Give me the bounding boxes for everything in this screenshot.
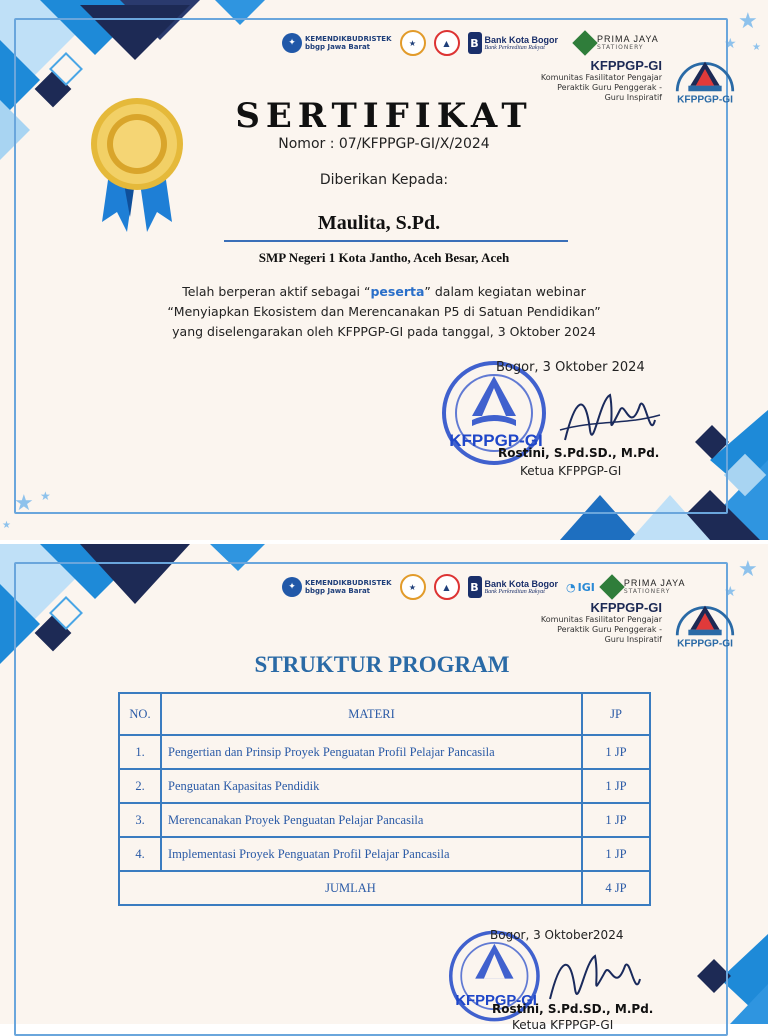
svg-text:★: ★ [738,9,758,34]
tut-wuri-icon-2: ✦ [282,577,302,597]
recipient-school: SMP Negeri 1 Kota Jantho, Aceh Besar, Aceh [258,250,510,265]
sign-date-2: Bogor, 3 Oktober2024 [490,928,624,942]
svg-text:★: ★ [40,489,51,503]
partner-seal-icon-2: ★ [400,574,426,600]
body-line-1 [0,282,768,302]
row-no: 2. [119,769,161,803]
sponsor-logos [282,30,659,56]
prima-mark-icon-2 [599,574,624,599]
total-jp: 4 JP [582,871,650,905]
table-row [119,803,650,837]
partner-seal-icon: ★ [400,30,426,56]
row-materi: Pengertian dan Prinsip Proyek Penguatan Profil Pelajar Pancasila [161,735,582,769]
kfppgp-logo-text: KFPPGP-GI [677,94,733,106]
kemdikbud-logo-2 [282,577,392,597]
bbgp-text-2: bbgp Jawa Barat [305,587,371,595]
bank-kota-bogor-logo-2 [468,576,559,598]
program-title: STRUKTUR PROGRAM [254,652,510,677]
svg-text:★: ★ [724,584,737,600]
stamp-text: KFPPGP-GI [449,431,543,450]
header-no: NO. [119,693,161,735]
body-post: ” dalam kegiatan webinar [424,284,586,299]
sign-date: Bogor, 3 Oktober 2024 [496,360,645,375]
total-label: JUMLAH [119,871,582,905]
bank-kota-bogor-logo [468,32,559,54]
certificate-number: Nomor : 07/KFPPGP-GI/X/2024 [278,136,490,152]
prima-name-2: PRIMA JAYA [623,578,686,588]
svg-text:★: ★ [752,42,761,53]
signer-role: Ketua KFPPGP-GI [520,464,622,478]
body-line-3: yang diselengarakan oleh KFPPGP-GI pada tanggal, 3 Oktober 2024 [172,324,596,339]
header-materi: MATERI [161,693,582,735]
sponsor-logos-2 [282,574,686,600]
svg-text:★: ★ [14,491,34,516]
igi-text: IGI [577,580,595,594]
org-desc-2: Peraktik Guru Penggerak - [557,83,662,92]
kemdikbud-logo [282,33,392,53]
kemdik-text-2: KEMENDIKBUDRISTEK [305,579,392,587]
row-jp: 1 JP [582,837,650,871]
kfppgp-logo-text-2: KFPPGP-GI [677,638,733,650]
svg-text:★: ★ [738,557,758,582]
program-page [0,544,768,1032]
bank-tagline-2: Bank Perkreditan Rakyat [484,589,545,595]
partner-emblem-icon: ▲ [434,30,460,56]
kemdik-text: KEMENDIKBUDRISTEK [305,35,392,43]
prima-sub: STATIONERY [597,44,644,51]
row-no: 4. [119,837,161,871]
row-jp: 1 JP [582,769,650,803]
row-jp: 1 JP [582,803,650,837]
signer-name-2: Rostini, S.Pd.SD., M.Pd. [492,1002,654,1016]
bank-tagline: Bank Perkreditan Rakyat [484,45,545,51]
org-desc-3-2: Guru Inspiratif [604,635,662,644]
signer-role-2: Ketua KFPPGP-GI [512,1018,614,1032]
body-pre: Telah berperan aktif sebagai “ [182,284,371,299]
row-no: 3. [119,803,161,837]
certificate-body [0,282,768,342]
svg-text:★: ★ [724,36,737,52]
tut-wuri-icon: ✦ [282,33,302,53]
program-table [118,692,651,906]
row-jp: 1 JP [582,735,650,769]
org-desc-2-2: Peraktik Guru Penggerak - [557,625,662,634]
igi-logo [566,581,595,594]
bbgp-text: bbgp Jawa Barat [305,43,371,51]
org-desc-3: Guru Inspiratif [604,93,662,102]
certificate-title: SERTIFIKAT [235,96,533,136]
row-materi: Penguatan Kapasitas Pendidik [161,769,582,803]
name-underline [224,240,568,242]
prima-name: PRIMA JAYA [597,34,659,44]
header-jp: JP [582,693,650,735]
signer-name: Rostini, S.Pd.SD., M.Pd. [498,446,660,460]
table-row [119,837,650,871]
table-row [119,735,650,769]
igi-icon: ◔ [566,580,576,594]
prima-sub-2: STATIONERY [623,588,671,595]
prima-jaya-logo [576,34,659,52]
row-materi: Implementasi Proyek Penguatan Profil Pelajar Pancasila [161,837,582,871]
table-row [119,769,650,803]
table-total-row [119,871,650,905]
table-header-row [119,693,650,735]
kfppgp-logo-icon-2 [668,596,742,656]
bank-mark-icon: B [468,32,482,54]
org-desc-1: Komunitas Fasilitator Pengajar [540,73,662,82]
partner-emblem-icon-2: ▲ [434,574,460,600]
recipient-name: Maulita, S.Pd. [317,212,441,234]
org-desc-1-2: Komunitas Fasilitator Pengajar [540,615,662,624]
org-info-2 [520,600,662,645]
row-no: 1. [119,735,161,769]
org-name-2: KFPPGP-GI [590,600,662,615]
prima-mark-icon [572,30,597,55]
prima-jaya-logo-2 [603,578,686,596]
participant-role: peserta [370,284,425,299]
row-materi: Merencanakan Proyek Penguatan Pelajar Pancasila [161,803,582,837]
bank-name: Bank Kota Bogor [484,35,559,45]
org-name: KFPPGP-GI [590,58,662,73]
given-to-label: Diberikan Kepada: [319,172,449,188]
svg-text:★: ★ [2,520,11,531]
bank-name-2: Bank Kota Bogor [484,579,559,589]
stamp-text-2: KFPPGP-GI [455,992,537,1009]
body-line-2: “Menyiapkan Ekosistem dan Merencanakan P5 di Satuan Pendidikan” [167,304,601,319]
bank-mark-icon-2: B [468,576,482,598]
